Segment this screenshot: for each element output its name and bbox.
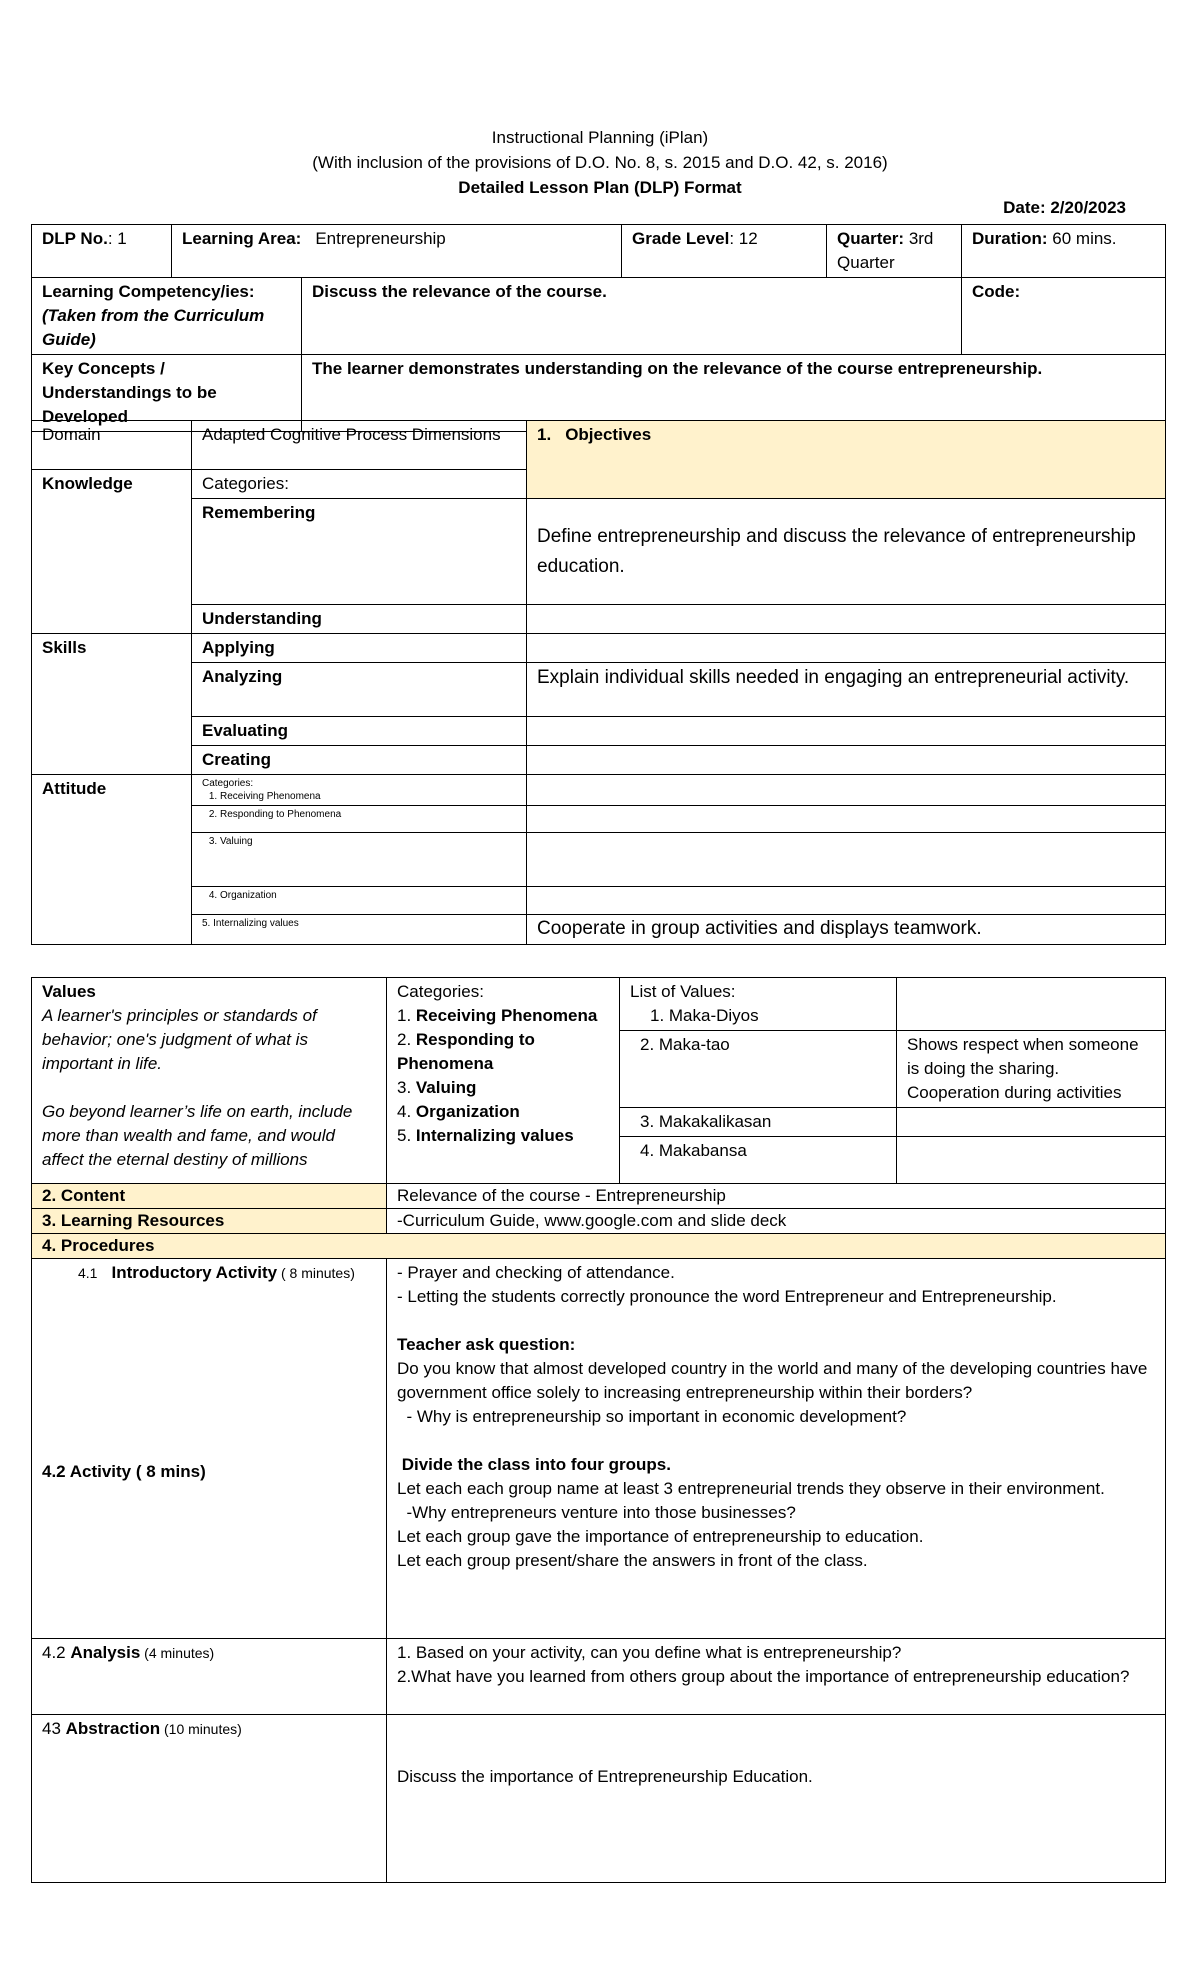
activity-label: 4.2 Activity ( 8 mins)	[42, 1462, 206, 1481]
content-label: 2. Content	[32, 1184, 387, 1209]
att-responding-cell: 2. Responding to Phenomena	[192, 806, 527, 833]
dimensions-header: Adapted Cognitive Process Dimensions	[192, 421, 527, 470]
abstraction-content: Discuss the importance of Entrepreneurship Education.	[387, 1715, 1166, 1883]
value-maka-tao: 2. Maka-tao	[620, 1031, 897, 1108]
creating-label: Creating	[192, 746, 527, 775]
categories-label: Categories:	[192, 470, 527, 499]
code-cell: Code:	[962, 278, 1166, 355]
learning-area-cell: Learning Area: Entrepreneurship	[172, 225, 622, 278]
analyzing-label: Analyzing	[192, 663, 527, 717]
objectives-header: 1. Objectives	[527, 421, 1166, 499]
understanding-label: Understanding	[192, 605, 527, 634]
applying-label: Applying	[192, 634, 527, 663]
creating-objective	[527, 746, 1166, 775]
skills-label: Skills	[32, 634, 192, 775]
values-categories-cell: Categories: 1. Receiving Phenomena 2. Responding to Phenomena 3. Valuing 4. Organization 5. Internalizing values	[387, 978, 620, 1184]
competency-value: Discuss the relevance of the course.	[302, 278, 962, 355]
info-table	[31, 224, 1166, 432]
abstraction-label-cell: 43 Abstraction (10 minutes)	[32, 1715, 387, 1883]
value-maka-tao-desc: Shows respect when someone is doing the sharing. Cooperation during activities	[897, 1031, 1166, 1108]
procedures-table	[31, 977, 1166, 1883]
values-list-cell: List of Values: 1. Maka-Diyos	[620, 978, 897, 1031]
doc-format: Detailed Lesson Plan (DLP) Format	[458, 178, 742, 197]
domain-header: Domain	[32, 421, 192, 470]
understanding-objective	[527, 605, 1166, 634]
competency-label-cell: Learning Competency/ies: (Taken from the Curriculum Guide)	[32, 278, 302, 355]
att-internalizing-label: 5. Internalizing values	[192, 915, 527, 945]
resources-label: 3. Learning Resources	[32, 1209, 387, 1234]
grade-level-cell: Grade Level: 12	[622, 225, 827, 278]
values-definition-cell: Values A learner's principles or standards of behavior; one's judgment of what is important in life. Go beyond learner’s life on earth, include more than wealth and fame, and would affect the eternal destiny of millions	[32, 978, 387, 1184]
content-value: Relevance of the course - Entrepreneurship	[387, 1184, 1166, 1209]
intro-activity-label-cell: 4.1 Introductory Activity ( 8 minutes) 4.2 Activity ( 8 mins)	[32, 1259, 387, 1639]
att-organization-cell: 4. Organization	[192, 887, 527, 915]
procedures-label: 4. Procedures	[32, 1234, 1166, 1259]
analysis-content: 1. Based on your activity, can you define what is entrepreneurship? 2.What have you learned from others group about the importance of entrepreneurship education?	[387, 1639, 1166, 1715]
doc-subtitle: (With inclusion of the provisions of D.O. No. 8, s. 2015 and D.O. 42, s. 2016)	[312, 153, 888, 172]
key-concepts-label: Key Concepts / Understandings to be Developed	[32, 355, 302, 432]
applying-objective	[527, 634, 1166, 663]
value-makakalikasan: 3. Makakalikasan	[620, 1108, 897, 1137]
analysis-label-cell: 4.2 Analysis (4 minutes)	[32, 1639, 387, 1715]
key-concepts-value: The learner demonstrates understanding on the relevance of the course entrepreneurship.	[302, 355, 1166, 432]
intro-activity-content: - Prayer and checking of attendance. - Letting the students correctly pronounce the word Entrepreneur and Entrepreneurship. Teacher ask question: Do you know that almost developed country in the world and many of the developing countries have government office solely to increasing entrepreneurship within their borders? - Why is entrepreneurship so important in economic development? Divide the class into four groups. Let each each group name at least 3 entrepreneurial trends they observe in their environment. -Why entrepreneurs venture into those businesses? Let each group gave the importance of entrepreneurship to education. Let each group present/share the answers in front of the class.	[387, 1259, 1166, 1639]
duration-cell: Duration: 60 mins.	[962, 225, 1166, 278]
remembering-objective: Define entrepreneurship and discuss the relevance of entrepreneurship education.	[527, 499, 1166, 605]
knowledge-label: Knowledge	[32, 470, 192, 634]
objectives-table	[31, 420, 1166, 945]
resources-value: -Curriculum Guide, www.google.com and slide deck	[387, 1209, 1166, 1234]
attitude-label: Attitude	[32, 775, 192, 945]
attitude-categories: Categories: 1. Receiving Phenomena	[192, 775, 527, 806]
internalizing-objective: Cooperate in group activities and displays teamwork.	[527, 915, 1166, 945]
analyzing-objective: Explain individual skills needed in engaging an entrepreneurial activity.	[527, 663, 1166, 717]
doc-title: Instructional Planning (iPlan)	[491, 128, 709, 147]
evaluating-label: Evaluating	[192, 717, 527, 746]
quarter-cell: Quarter: 3rd Quarter	[827, 225, 962, 278]
remembering-label: Remembering	[192, 499, 527, 605]
att-receiving: 1. Receiving Phenomena	[220, 790, 516, 803]
evaluating-objective	[527, 717, 1166, 746]
dlp-no-cell: DLP No.: 1	[32, 225, 172, 278]
doc-date: Date: 2/20/2023	[1003, 198, 1126, 217]
value-makabansa: 4. Makabansa	[620, 1137, 897, 1184]
att-valuing-cell: 3. Valuing	[192, 833, 527, 887]
